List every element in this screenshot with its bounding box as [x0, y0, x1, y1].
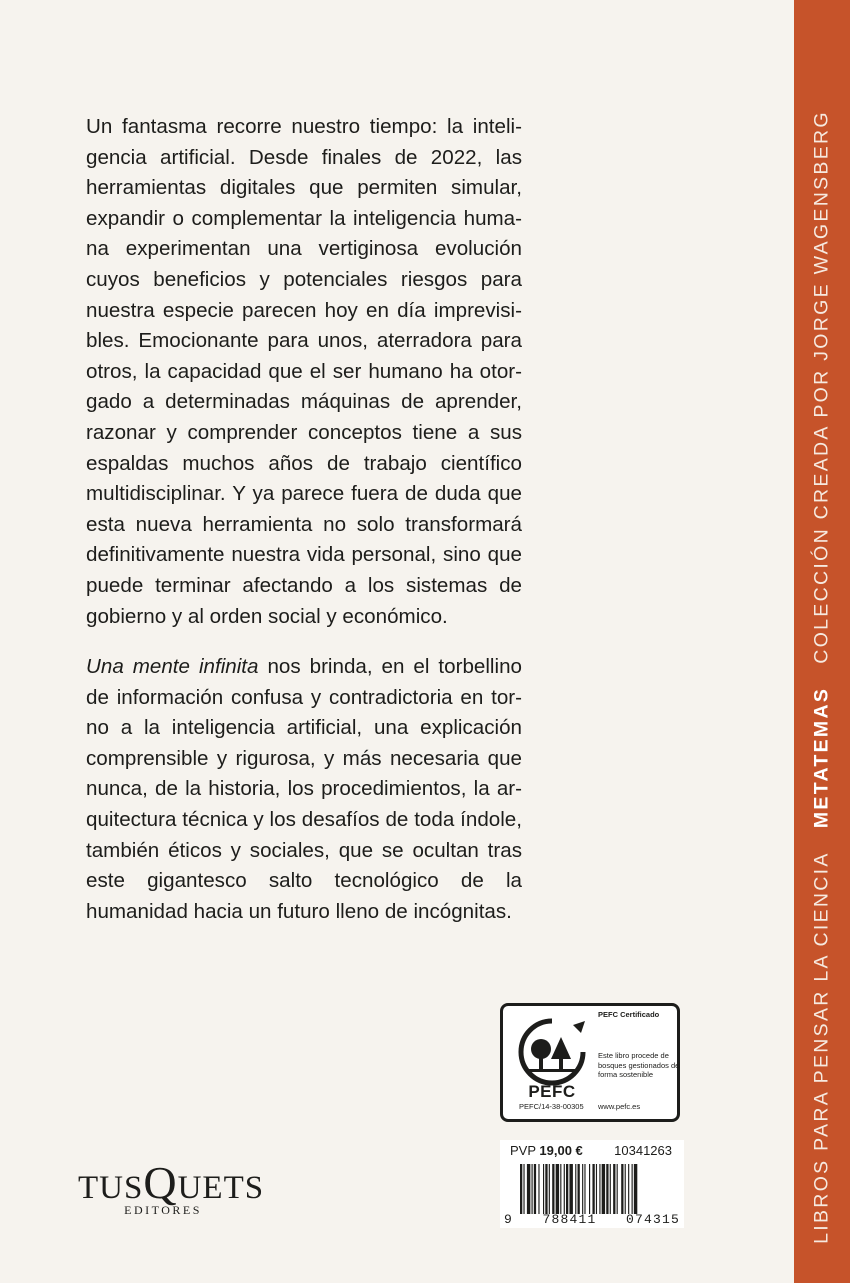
blurb-paragraph-2	[86, 652, 522, 927]
publisher-subtitle: EDITORES	[124, 1203, 202, 1217]
price-label: PVP 19,00 €	[510, 1143, 583, 1158]
back-cover-blurb	[86, 112, 522, 947]
book-title: Una mente infinita	[86, 655, 259, 679]
blurb-paragraph-1: Un fantasma recorre nuestro tiempo: la inteligencia artificial. Desde finales de 2022, las herramientas digitales que permiten simular, expandir o complementar la inteligencia humana experimentan una vertiginosa evolución cuyos beneficios y potenciales riesgos para nuestra especie parecen hoy en día imprevisibles. Emocionante para unos, aterradora para otros, la capacidad que el ser humano ha otorgado a determinadas máquinas de aprender, razonar y comprender conceptos tiene a sus espaldas muchos años de trabajo científico multidisciplinar. Y ya parece fuera de duda que esta nueva herramienta no solo transformará definitivamente nuestra vida personal, sino que puede terminar afectando a los sistemas de gobierno y al orden social y económico.	[86, 115, 522, 628]
spine-series-name: METATEMAS	[810, 686, 833, 829]
pefc-description: Este libro procede de bosques gestionados de forma sostenible	[598, 1051, 680, 1079]
barcode-box	[500, 1140, 684, 1228]
isbn-digit-group-2: 788411	[542, 1212, 597, 1227]
pefc-certification-box	[500, 1003, 680, 1122]
reference-number: 10341263	[614, 1143, 672, 1158]
pefc-code: PEFC/14-38-00305	[519, 1102, 584, 1111]
barcode-bars	[520, 1164, 675, 1214]
pefc-url: www.pefc.es	[598, 1102, 641, 1111]
price-value: 19,00 €	[539, 1143, 583, 1158]
publisher-logo	[78, 1157, 265, 1218]
spine-collection-credit: COLECCIÓN CREADA POR JORGE WAGENSBERG	[810, 110, 833, 664]
isbn-digits	[504, 1212, 680, 1227]
pefc-trees-icon	[515, 1015, 589, 1089]
isbn-digit-group-3: 074315	[625, 1212, 680, 1227]
blurb-paragraph-2-text: nos brinda, en el torbellino de información confusa y contradictoria en torno a la inteligencia artificial, una explicación comprensible y rigurosa, y más necesaria que nunca, de la historia, los procedimientos, la arquitectura técnica y los desafíos de toda índole, también éticos y sociales, que se ocultan tras este gigantesco salto tecnológico de la humanidad hacia un futuro lleno de incógnitas.	[86, 655, 522, 923]
pefc-title: PEFC Certificado	[598, 1010, 660, 1019]
pefc-logo-text: PEFC	[528, 1082, 576, 1101]
spine-text	[811, 110, 834, 1244]
spine-series-subtitle: LIBROS PARA PENSAR LA CIENCIA	[810, 851, 833, 1244]
publisher-name: TUSQUETS	[78, 1157, 265, 1208]
isbn-digit-group-1: 9	[504, 1212, 514, 1227]
